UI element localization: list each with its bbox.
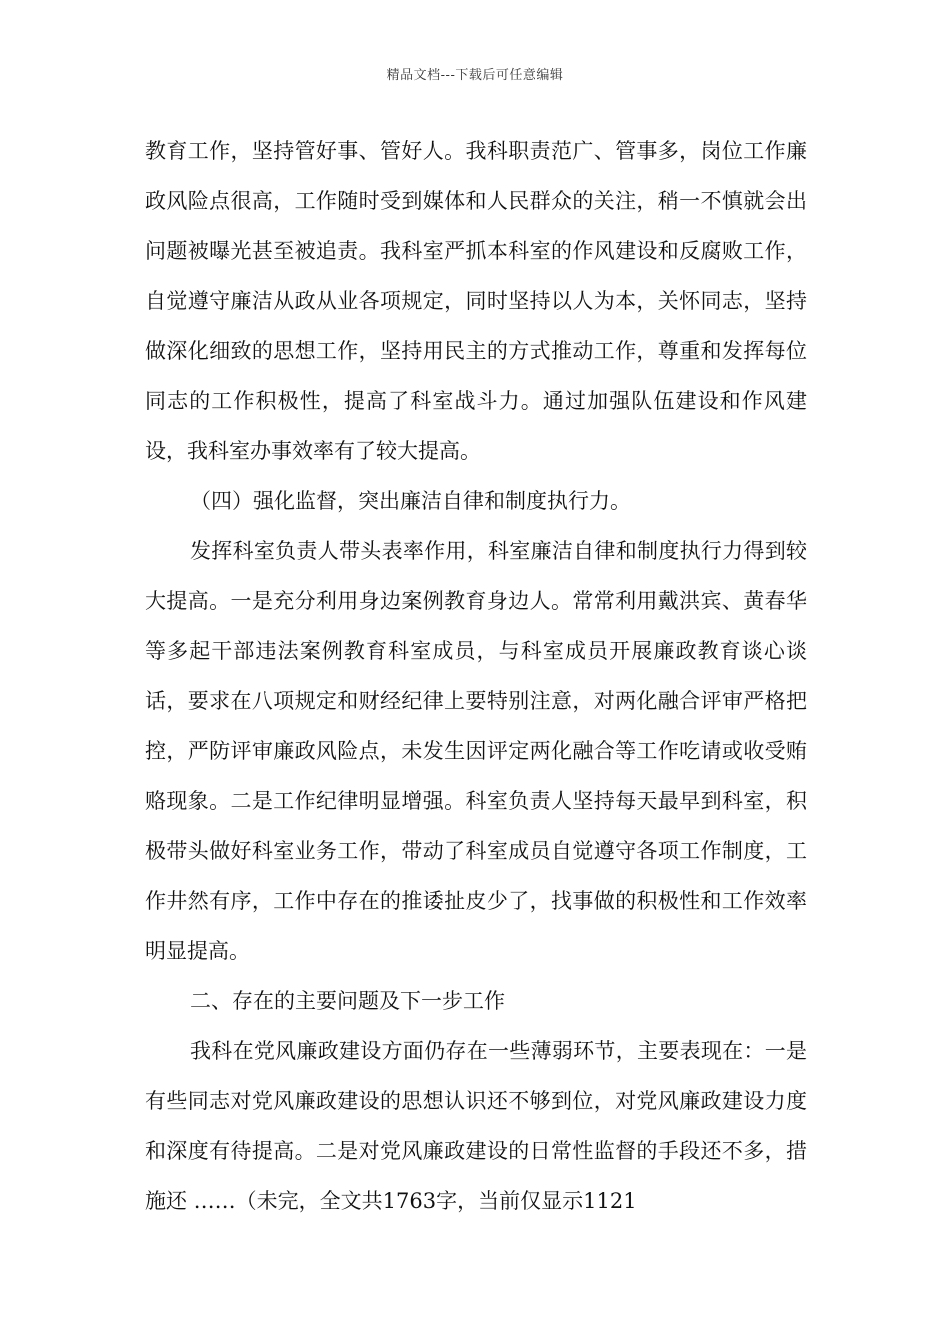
page-header: 精品文档---下载后可任意编辑 bbox=[386, 68, 564, 83]
paragraph-weaknesses: 我科在党风廉政建设方面仍存在一些薄弱环节，主要表现在：一是有些同志对党风廉政建设的思想认识还不够到位，对党风廉政建设力度和深度有待提高。二是对党风廉政建设的日常性监督的手段还不多，措施还 ……（未完，全文共1763字，当前仅显示1121 bbox=[145, 1039, 807, 1213]
section-heading-supervision: （四）强化监督，突出廉洁自律和制度执行力。 bbox=[190, 489, 631, 513]
document-body bbox=[145, 126, 807, 1226]
paragraph-work-style: 教育工作，坚持管好事、管好人。我科职责范广、管事多，岗位工作廉政风险点很高，工作随时受到媒体和人民群众的关注，稍一不慎就会出问题被曝光甚至被追责。我科室严抓本科室的作风建设和反腐败工作，自觉遵守廉洁从政从业各项规定，同时坚持以人为本，关怀同志，坚持做深化细致的思想工作，坚持用民主的方式推动工作，尊重和发挥每位同志的工作积极性，提高了科室战斗力。通过加强队伍建设和作风建设，我科室办事效率有了较大提高。 bbox=[145, 139, 807, 463]
section-heading-problems: 二、存在的主要问题及下一步工作 bbox=[190, 989, 505, 1013]
paragraph-self-discipline: 发挥科室负责人带头表率作用，科室廉洁自律和制度执行力得到较大提高。一是充分利用身边案例教育身边人。常常利用戴洪宾、黄春华等多起干部违法案例教育科室成员，与科室成员开展廉政教育谈心谈话，要求在八项规定和财经纪律上要特别注意，对两化融合评审严格把控，严防评审廉政风险点，未发生因评定两化融合等工作吃请或收受贿赂现象。二是工作纪律明显增强。科室负责人坚持每天最早到科室，积极带头做好科室业务工作，带动了科室成员自觉遵守各项工作制度，工作井然有序，工作中存在的推诿扯皮少了，找事做的积极性和工作效率明显提高。 bbox=[145, 539, 807, 963]
